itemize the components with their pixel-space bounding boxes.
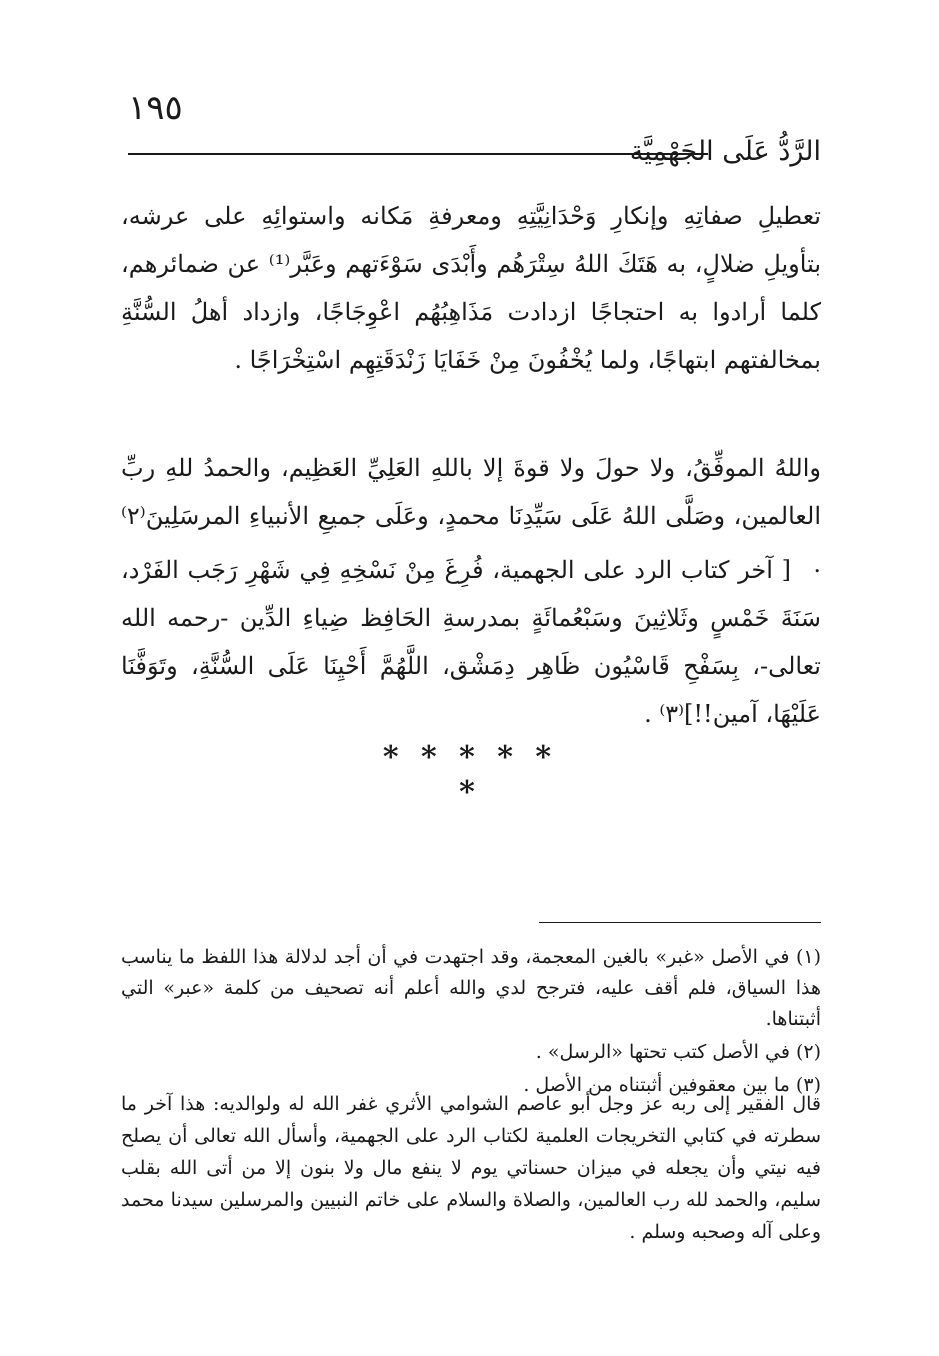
main-paragraph-2: واللهُ الموفِّقُ، ولا حولَ ولا قوةَ إلا باللهِ العَلِيِّ العَظِيم، والحمدُ للهِ ربِّ العالمين، وصَلَّى اللهُ عَلَى سَيِّدِنَا محمدٍ، وعَلَى جميعِ الأنبياءِ المرسَلِينَ⁽٢⁾ . bbox=[121, 454, 821, 578]
header-rule bbox=[128, 153, 708, 155]
footnote-3: (٣) ما بين معقوفين أثبتناه من الأصل . bbox=[523, 1074, 821, 1096]
footnote-2: (٢) في الأصل كتب تحتها «الرسل» . bbox=[535, 1041, 821, 1063]
closing-note: قال الفقير إلى ربه عز وجل أبو عاصم الشوامي الأثري غفر الله له ولوالديه: هذا آخر ما سطرته في كتابي التخريجات العلمية لكتاب الرد على الجهمية، وأسأل الله تعالى أن يصلح فيه نيتي وأن يجعله في ميزان حسناتي يوم لا ينفع مال ولا بنون إلا من أتى الله بقلب سليم، والحمد لله رب العالمين، والصلاة والسلام على خاتم النبيين والمرسلين سيدنا محمد وعلى آله وصحبه وسلم . bbox=[121, 1093, 821, 1243]
section-separator: * * * * * * bbox=[382, 740, 558, 810]
footnote-1: (١) في الأصل «غبر» بالغين المعجمة، وقد اجتهدت في أن أجد لدلالة هذا اللفظ ما يناسب هذا السياق، فلم أقف عليه، فترجح لدي والله أعلم أنه تصحيف من كلمة «عبر» التي أثبتناها. bbox=[121, 946, 821, 1030]
footnote-rule bbox=[539, 922, 821, 923]
running-title: الرَّدُّ عَلَى الجَهْمِيَّة bbox=[629, 136, 821, 167]
footnotes bbox=[121, 942, 821, 1103]
page-number: ١٩٥ bbox=[128, 88, 183, 128]
colophon-paragraph: [ آخر كتاب الرد على الجهمية، فُرِغَ مِنْ نَسْخِهِ فِي شَهْرِ رَجَب الفَرْد، سَنَةَ خَمْسٍ وثَلاثِينَ وسَبْعُمائَةٍ بمدرسةِ الحَافِظ ضِياءِ الدِّين -رحمه الله تعالى-، بِسَفْحِ قَاسْيُون ظَاهِر دِمَشْق، اللَّهُمَّ أَحْيِنَا عَلَى السُّنَّةِ، وتَوَفَّنَا عَلَيْهَا، آمين!!]⁽٣⁾ . bbox=[121, 556, 821, 728]
main-paragraph-1: تعطيلِ صفاتِهِ وإنكارِ وَحْدَانِيَّتِهِ ومعرفةِ مَكانه واستوائِهِ على عرشه، بتأويلِ ضلالٍ، به هَتَكَ اللهُ سِتْرَهُم وأَبْدَى سَوْءَتهم وعَبَّر⁽¹⁾ عن ضمائرهم، كلما أرادوا به احتجاجًا ازدادت مَذَاهِبُهُم اعْوِجَاجًا، وازداد أهلُ السُّنَّةِ بمخالفتهم ابتهاجًا، ولما يُخْفُونَ مِنْ خَفَايَا زَنْدَقَتِهِم اسْتِخْرَاجًا . bbox=[121, 202, 821, 374]
